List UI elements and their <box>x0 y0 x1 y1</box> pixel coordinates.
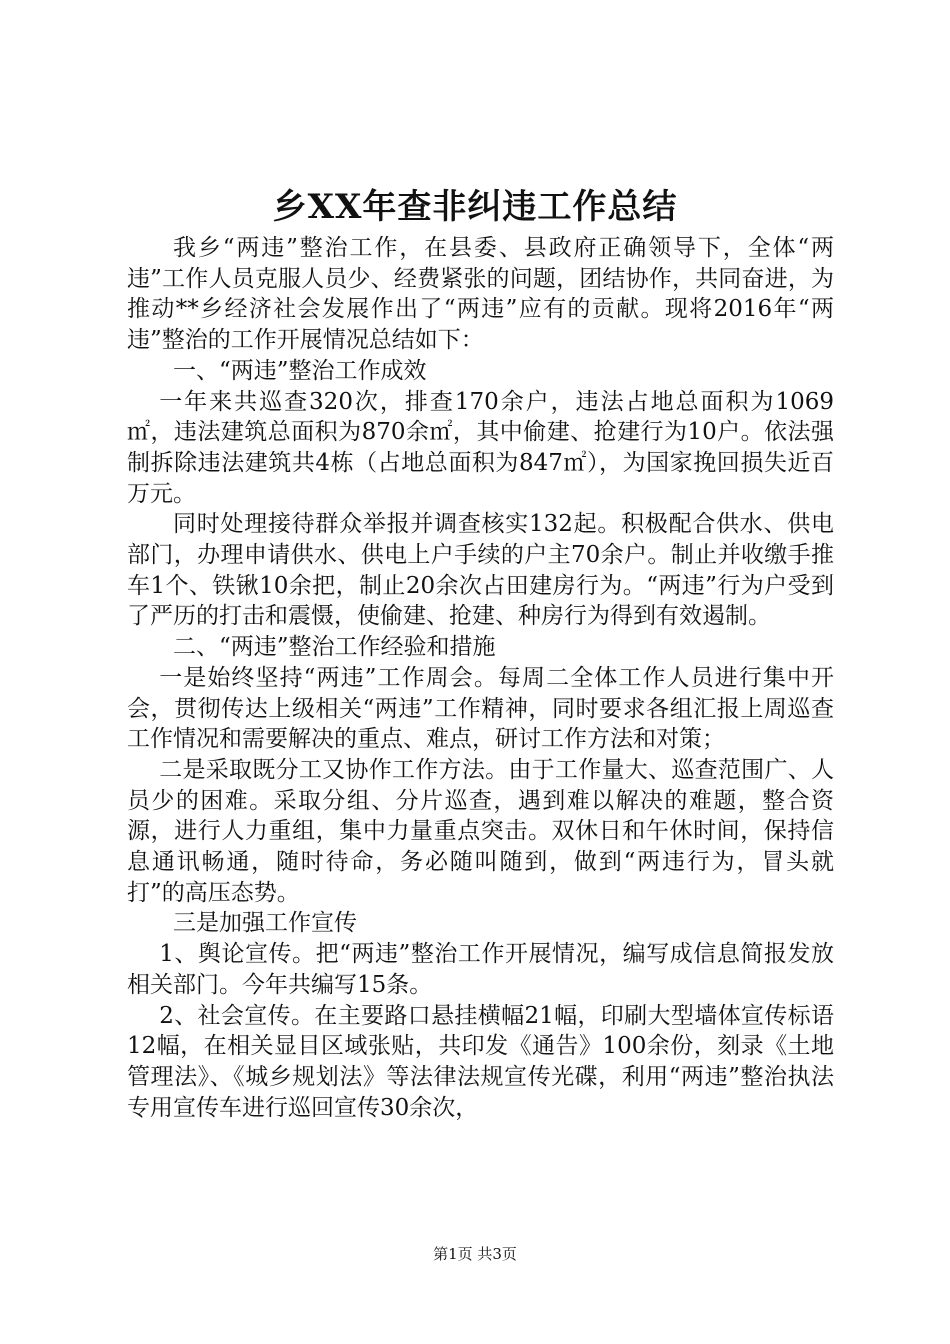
page-footer: 第1页 共3页 <box>433 1245 517 1263</box>
document-title: 乡XX年查非纠违工作总结 <box>272 187 678 227</box>
section-heading-2: 二、“两违”整治工作经验和措施 <box>173 634 496 661</box>
paragraph-media-publicity: 1、舆论宣传。把“两违”整治工作开展情况，编写成信息简报发放相关部门。今年共编写15条。 <box>127 941 834 998</box>
paragraph-publicity-heading: 三是加强工作宣传 <box>173 910 357 937</box>
paragraph-intro: 我乡“两违”整治工作，在县委、县政府正确领导下，全体“两违”工作人员克服人员少、经费紧张的问题，团结协作，共同奋进，为推动**乡经济社会发展作出了“两违”应有的贡献。现将2016年“两违”整治的工作开展情况总结如下： <box>127 235 834 354</box>
paragraph-results: 一年来共巡查320次，排查170余户，违法占地总面积为1069㎡，违法建筑总面积为870余㎡，其中偷建、抢建行为10户。依法强制拆除违法建筑共4栋（占地总面积为847㎡），为国家挽回损失近百万元。 <box>127 388 834 507</box>
paragraph-weekly-meeting: 一是始终坚持“两违”工作周会。每周二全体工作人员进行集中开会，贯彻传达上级相关“两违”工作精神，同时要求各组汇报上周巡查工作情况和需要解决的重点、难点，研讨工作方法和对策； <box>127 664 834 753</box>
paragraph-reports: 同时处理接待群众举报并调查核实132起。积极配合供水、供电部门，办理申请供水、供电上户手续的户主70余户。制止并收缴手推车1个、铁锹10余把，制止20余次占田建房行为。“两违”行为户受到了严历的打击和震慑，使偷建、抢建、种房行为得到有效遏制。 <box>127 511 834 630</box>
paragraph-social-publicity: 2、社会宣传。在主要路口悬挂横幅21幅，印刷大型墙体宣传标语12幅，在相关显目区域张贴，共印发《通告》100余份，刻录《土地管理法》、《城乡规划法》等法律法规宣传光碟，利用“两违”整治执法专用宣传车进行巡回宣传30余次， <box>127 1002 834 1121</box>
document-body <box>127 233 834 1123</box>
section-heading-1: 一、“两违”整治工作成效 <box>173 357 427 384</box>
paragraph-cooperation: 二是采取既分工又协作工作方法。由于工作量大、巡查范围广、人员少的困难。采取分组、分片巡查，遇到难以解决的难题，整合资源，进行人力重组，集中力量重点突击。双休日和午休时间，保持信息通讯畅通，随时待命，务必随叫随到，做到“两违行为，冒头就打”的高压态势。 <box>127 756 834 906</box>
